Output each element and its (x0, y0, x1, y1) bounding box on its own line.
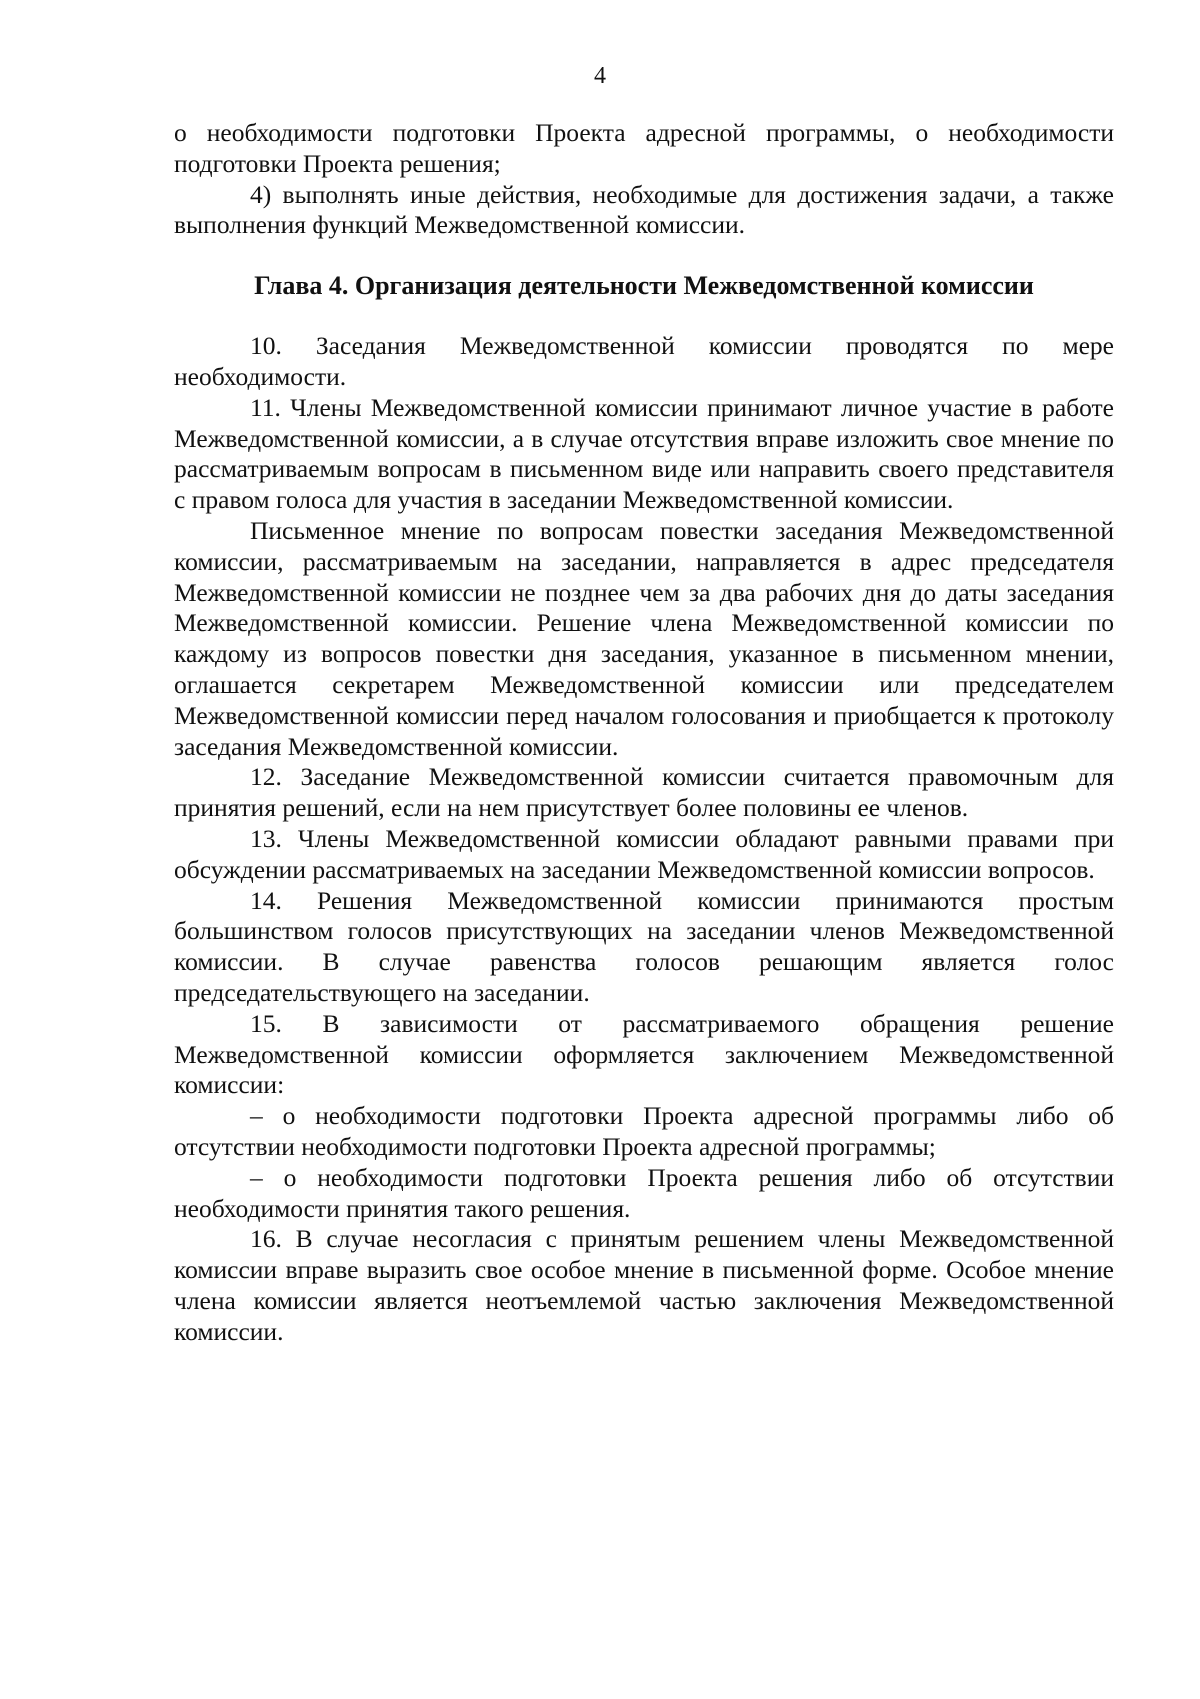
paragraph-item-16: 16. В случае несогласия с принятым решением члены Межведомственной комиссии вправе выразить свое особое мнение в письменной форме. Особое мнение члена комиссии является неотъемлемой частью заключения Межведомственной комиссии. (174, 1224, 1114, 1346)
paragraph-item-14: 14. Решения Межведомственной комиссии принимаются простым большинством голосов присутствующих на заседании членов Межведомственной комиссии. В случае равенства голосов решающим является голос председательствующего на заседании. (174, 885, 1114, 1007)
page-number: 4 (594, 63, 606, 89)
chapter-heading: Глава 4. Организация деятельности Межведомственной комиссии (254, 271, 1034, 301)
list-item-address-program: – о необходимости подготовки Проекта адресной программы либо об отсутствии необходимости подготовки Проекта адресной программы; (174, 1101, 1114, 1161)
paragraph-item-10: 10. Заседания Межведомственной комиссии проводятся по мере необходимости. (174, 331, 1114, 391)
paragraph-written-opinion: Письменное мнение по вопросам повестки заседания Межведомственной комиссии, рассматриваемым на заседании, направляется в адрес председателя Межведомственной комиссии не позднее чем за два рабочих дня до даты заседания Межведомственной комиссии. Решение члена Межведомственной комиссии по каждому из вопросов повестки дня заседания, указанное в письменном мнении, оглашается секретарем Межведомственной комиссии или председателем Межведомственной комиссии перед началом голосования и приобщается к протоколу заседания Межведомственной комиссии. (174, 515, 1114, 761)
paragraph-item-13: 13. Члены Межведомственной комиссии обладают равными правами при обсуждении рассматриваемых на заседании Межведомственной комиссии вопросов. (174, 823, 1114, 884)
paragraph-item-12: 12. Заседание Межведомственной комиссии считается правомочным для принятия решений, если на нем присутствует более половины ее членов. (174, 762, 1114, 823)
document-body (174, 118, 1114, 1347)
paragraph-item-11: 11. Члены Межведомственной комиссии принимают личное участие в работе Межведомственной комиссии, а в случае отсутствия вправе изложить свое мнение по рассматриваемым вопросам в письменном виде или направить своего представителя с правом голоса для участия в заседании Межведомственной комиссии. (174, 392, 1114, 515)
paragraph-item-15: 15. В зависимости от рассматриваемого обращения решение Межведомственной комиссии оформляется заключением Межведомственной комиссии: (174, 1008, 1114, 1100)
paragraph-item-4: 4) выполнять иные действия, необходимые для достижения задачи, а также выполнения функций Межведомственной комиссии. (174, 179, 1114, 240)
paragraph-continuation: о необходимости подготовки Проекта адресной программы, о необходимости подготовки Проекта решения; (174, 118, 1114, 178)
list-item-decision: – о необходимости подготовки Проекта решения либо об отсутствии необходимости принятия такого решения. (174, 1162, 1114, 1223)
